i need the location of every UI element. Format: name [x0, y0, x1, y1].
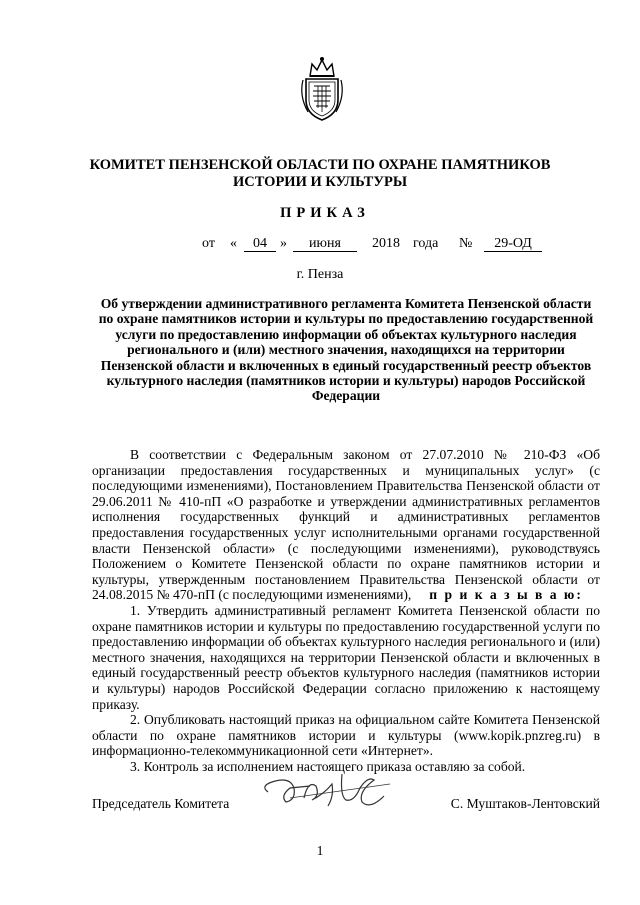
body-item-1: 1. Утвердить административный регламент Комитета Пензенской области по охране памятников истории и культуры по предоставлению государственной услуги по предоставлению информации об объектах культурного наследия регионального и (или) местного значения, находящихся на территории Пензенской области и включенных в единый государственный реестр объектов культурного наследия (памятников истории и культуры) народов Российской Федерации согласно приложению к настоящему приказу.	[92, 602, 600, 712]
date-quote-open: «	[230, 236, 237, 251]
date-day-field	[244, 236, 276, 252]
date-month: июня	[293, 236, 357, 252]
date-year: 2018	[372, 236, 400, 251]
document-number: 29-ОД	[484, 236, 542, 252]
organization-name	[60, 157, 580, 191]
document-number-sign: №	[459, 236, 473, 251]
document-subject: Об утверждении административного регламента Комитета Пензенской области по охране памятников истории и культуры по предоставлению государственной услуги по предоставлению информации об объектах культурного наследия регионального и (или) местного значения, находящихся на территории Пензенской области и включенных в единый государственный реестр объектов культурного наследия (памятников истории и культуры) народов Российской Федерации	[98, 296, 594, 404]
organization-name-line-2: ИСТОРИИ И КУЛЬТУРЫ	[232, 174, 408, 190]
document-body	[92, 447, 600, 774]
body-item-2: 2. Опубликовать настоящий приказ на официальном сайте Комитета Пензенской области по охране памятников истории и культуры (www.kopik.pnzreg.ru) в информационно-телекоммуникационной сети «Интернет».	[92, 712, 600, 759]
document-number-field	[484, 236, 542, 252]
date-year-label: года	[413, 236, 439, 251]
preamble-text: В соответствии с Федеральным законом от 27.07.2010 № 210-ФЗ «Об организации предоставления государственных и муниципальных услуг» (с последующими изменениями), Постановлением Правительства Пензенской области от 29.06.2011 № 410-пП «О разработке и утверждении административных регламентов исполнения государственных функций и административных регламентов предоставления государственных услуг исполнительными органами государственной власти Пензенской области» (с последующими изменениями), руководствуясь Положением о Комитете Пензенской области по охране памятников истории и культуры, утвержденным постановлением Правительства Пензенской области от 24.08.2015 № 470-пП (с последующими изменениями),	[92, 447, 600, 603]
date-quote-close: »	[280, 236, 287, 251]
document-type-title: ПРИКАЗ	[280, 205, 370, 221]
date-month-field	[293, 236, 357, 252]
decree-word: п р и к а з ы в а ю:	[429, 587, 583, 603]
page-number: 1	[316, 843, 324, 858]
signatory-role: Председатель Комитета	[92, 796, 230, 811]
date-from-label: от	[202, 236, 215, 251]
handwritten-signature	[250, 766, 400, 816]
date-day: 04	[244, 236, 276, 252]
body-preamble	[92, 447, 600, 603]
city: г. Пенза	[296, 267, 344, 282]
body-item-3: 3. Контроль за исполнением настоящего приказа оставляю за собой.	[130, 758, 526, 774]
signatory-name: С. Муштаков-Лентовский	[450, 796, 600, 811]
coat-of-arms-icon	[298, 56, 346, 122]
organization-name-line-1: КОМИТЕТ ПЕНЗЕНСКОЙ ОБЛАСТИ ПО ОХРАНЕ ПАМЯТНИКОВ	[89, 157, 551, 173]
